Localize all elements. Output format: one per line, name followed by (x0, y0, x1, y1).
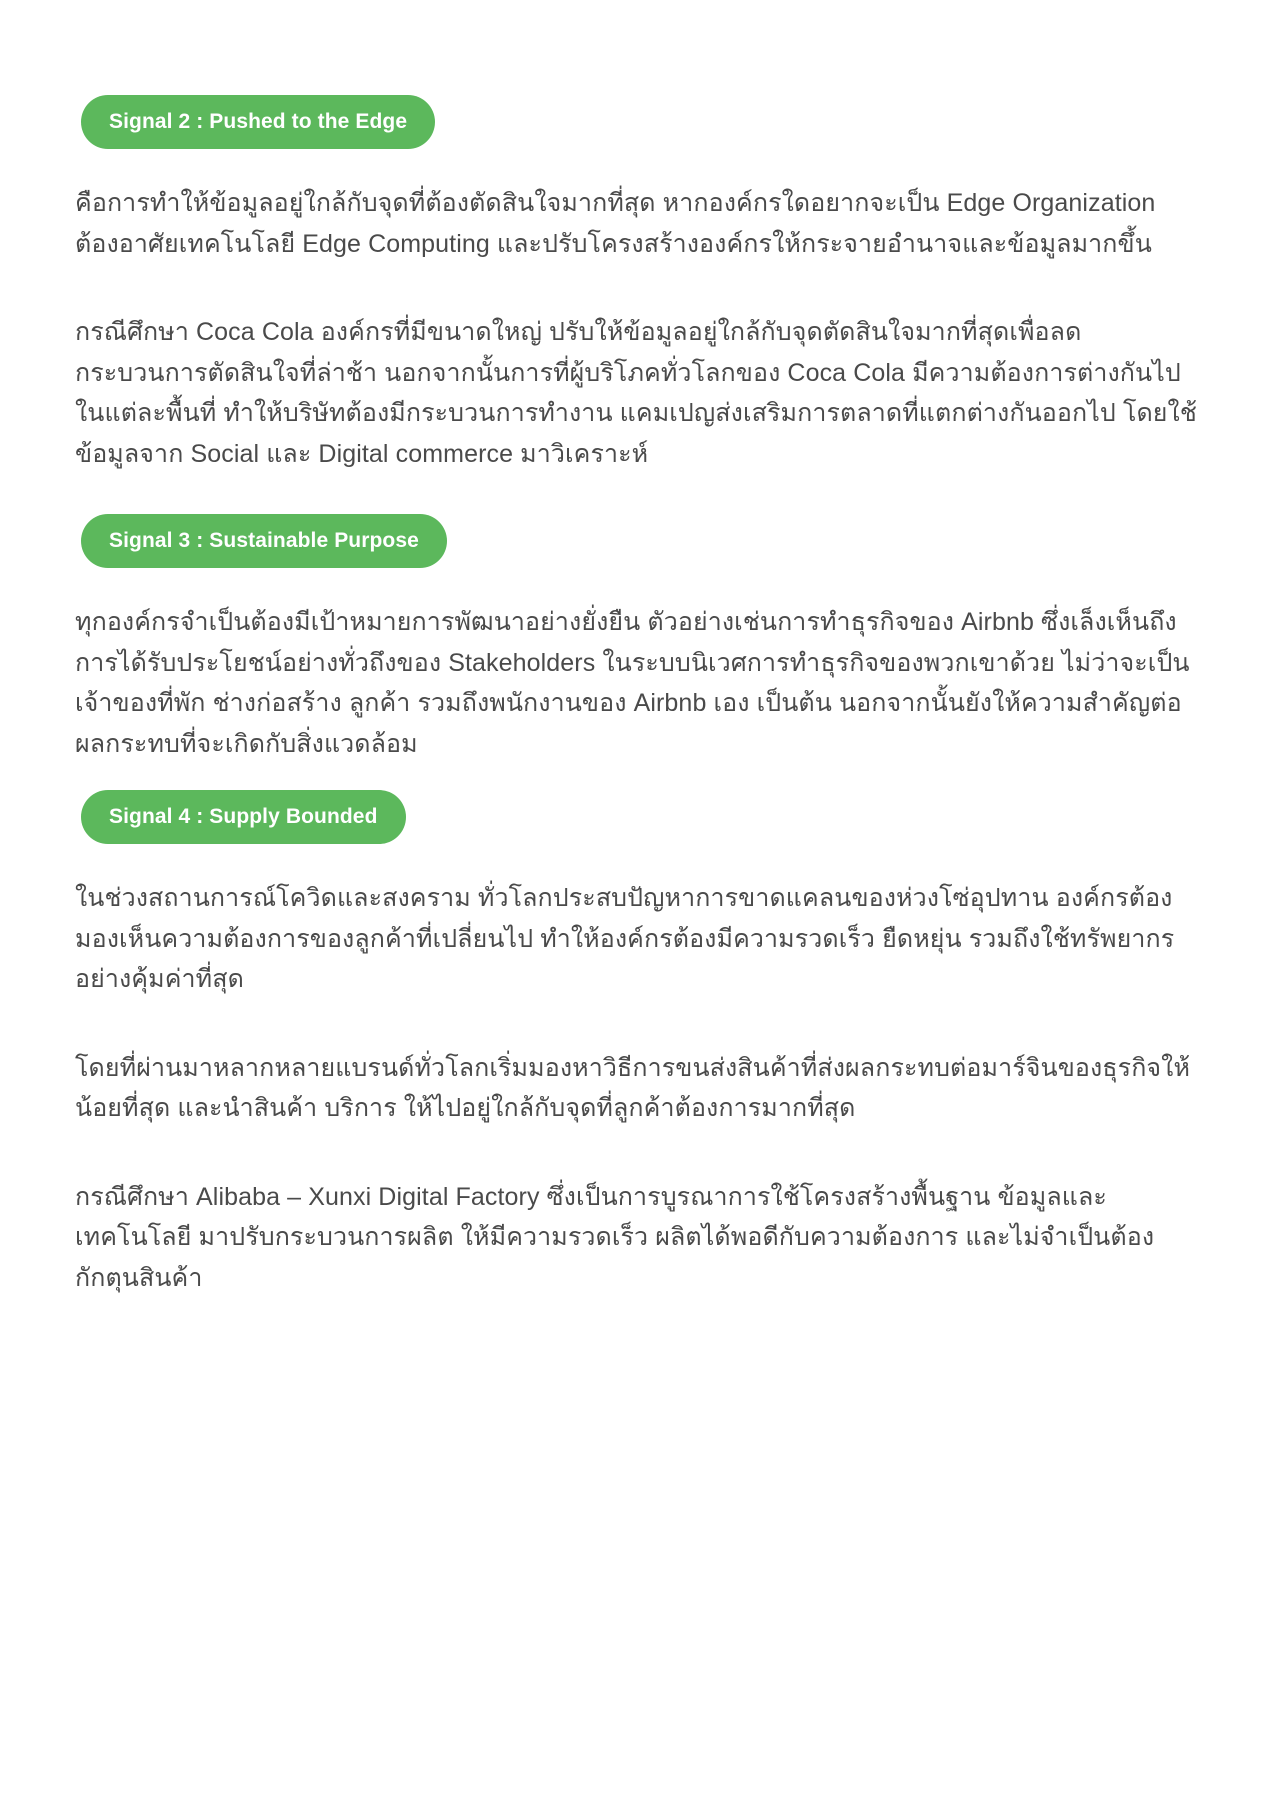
paragraph-signal-3-1: ทุกองค์กรจำเป็นต้องมีเป้าหมายการพัฒนาอย่างยั่งยืน ตัวอย่างเช่นการทำธุรกิจของ Airbnb ซึ่งเล็งเห็นถึงการได้รับประโยชน์อย่างทั่วถึงของ Stakeholders ในระบบนิเวศการทำธุรกิจของพวกเขาด้วย ไม่ว่าจะเป็นเจ้าของที่พัก ช่างก่อสร้าง ลูกค้า รวมถึงพนักงานของ Airbnb เอง เป็นต้น นอกจากนั้นยังให้ความสำคัญต่อผลกระทบที่จะเกิดกับสิ่งแวดล้อม (75, 608, 1190, 758)
paragraph-signal-4-1: ในช่วงสถานการณ์โควิดและสงคราม ทั่วโลกประสบปัญหาการขาดแคลนของห่วงโซ่อุปทาน องค์กรต้องมองเห็นความต้องการของลูกค้าที่เปลี่ยนไป ทำให้องค์กรต้องมีความรวดเร็ว ยืดหยุ่น รวมถึงใช้ทรัพยากรอย่างคุ้มค่าที่สุด (75, 884, 1175, 994)
section-signal-2 (75, 95, 1205, 474)
section-spacer-2 (75, 764, 1205, 790)
badge-row-signal-4 (81, 790, 1205, 844)
badge-row-signal-3 (81, 514, 1205, 568)
paragraph-spacer (75, 1034, 1205, 1048)
section-badge-signal-2: Signal 2 : Pushed to the Edge (81, 95, 435, 149)
badge-row-signal-2 (81, 95, 1205, 149)
paragraph-signal-4-3: กรณีศึกษา Alibaba – Xunxi Digital Factory ซึ่งเป็นการบูรณาการใช้โครงสร้างพื้นฐาน ข้อมูลและเทคโนโลยี มาปรับกระบวนการผลิต ให้มีความรวดเร็ว ผลิตได้พอดีกับความต้องการ และไม่จำเป็นต้องกักตุนสินค้า (75, 1182, 1155, 1292)
section-signal-3 (75, 514, 1205, 764)
paragraph-spacer (75, 1163, 1205, 1177)
paragraph-signal-2-1: คือการทำให้ข้อมูลอยู่ใกล้กับจุดที่ต้องตัดสินใจมากที่สุด หากองค์กรใดอยากจะเป็น Edge Organization ต้องอาศัยเทคโนโลยี Edge Computing และปรับโครงสร้างองค์กรให้กระจายอำนาจและข้อมูลมากขึ้น (75, 189, 1156, 258)
section-spacer-1 (75, 474, 1205, 514)
section-badge-signal-4: Signal 4 : Supply Bounded (81, 790, 406, 844)
paragraph-signal-4-2: โดยที่ผ่านมาหลากหลายแบรนด์ทั่วโลกเริ่มมองหาวิธีการขนส่งสินค้าที่ส่งผลกระทบต่อมาร์จินของธุรกิจให้น้อยที่สุด และนำสินค้า บริการ ให้ไปอยู่ใกล้กับจุดที่ลูกค้าต้องการมากที่สุด (75, 1053, 1191, 1123)
paragraph-spacer (75, 298, 1205, 312)
section-badge-signal-3: Signal 3 : Sustainable Purpose (81, 514, 447, 568)
paragraph-signal-2-2: กรณีศึกษา Coca Cola องค์กรที่มีขนาดใหญ่ ปรับให้ข้อมูลอยู่ใกล้กับจุดตัดสินใจมากที่สุดเพื่อลดกระบวนการตัดสินใจที่ล่าช้า นอกจากนั้นการที่ผู้บริโภคทั่วโลกของ Coca Cola มีความต้องการต่างกันไปในแต่ละพื้นที่ ทำให้บริษัทต้องมีกระบวนการทำงาน แคมเปญส่งเสริมการตลาดที่แตกต่างกันออกไป โดยใช้ข้อมูลจาก Social และ Digital commerce มาวิเคราะห์ (75, 318, 1197, 468)
section-signal-4 (75, 790, 1205, 1298)
